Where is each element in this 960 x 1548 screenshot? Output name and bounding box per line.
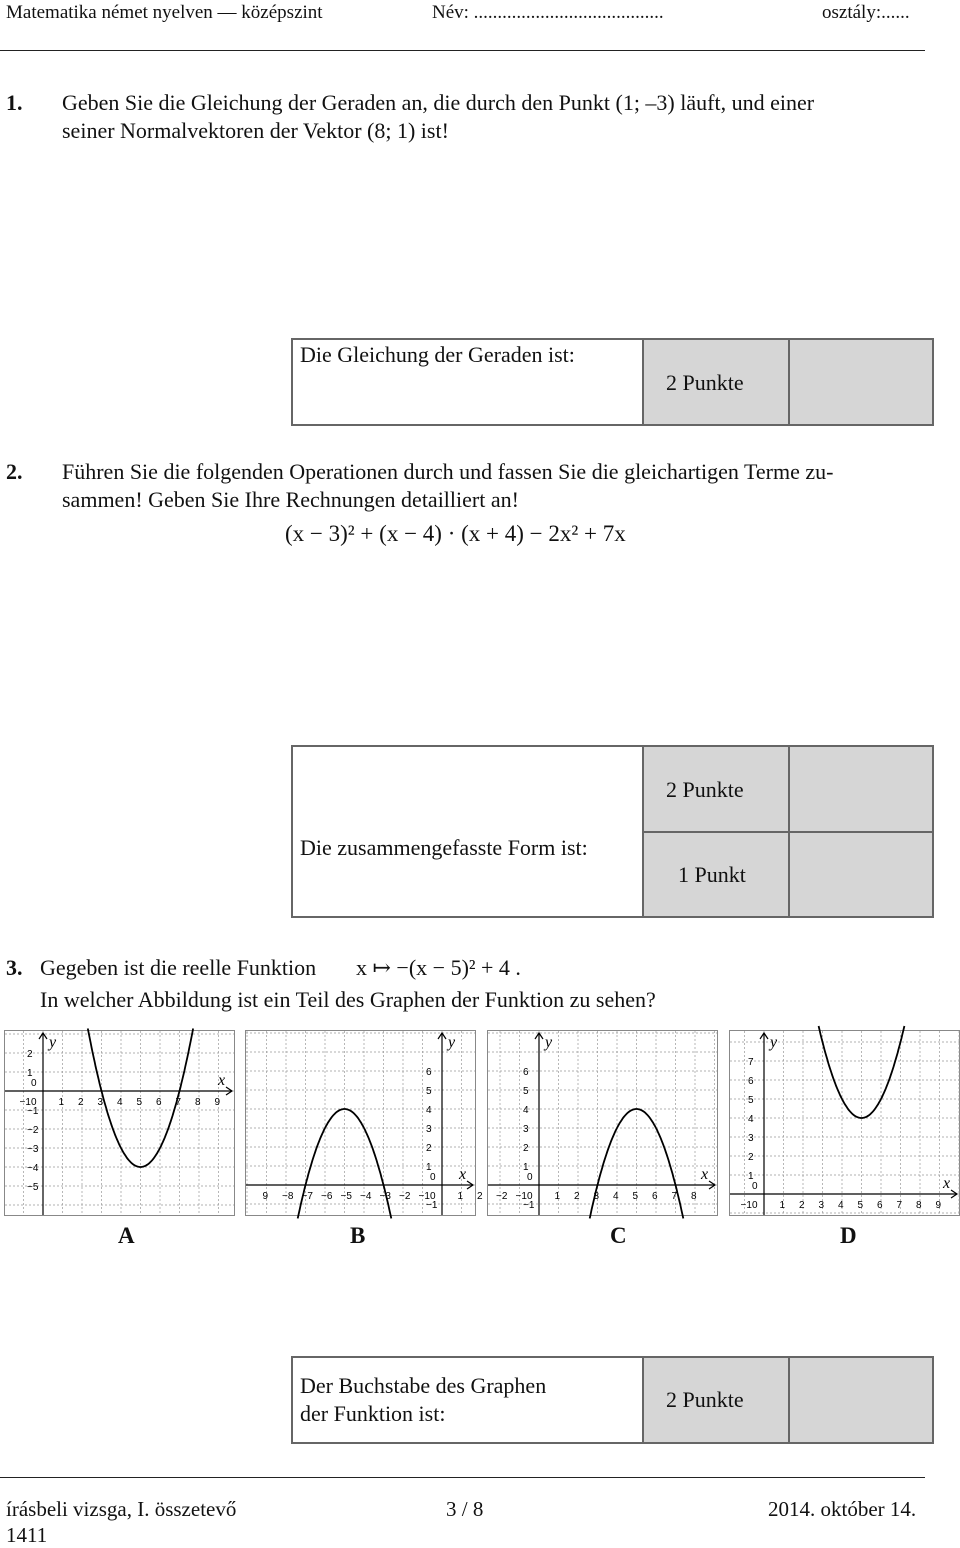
x-tick-label: −8 xyxy=(282,1191,294,1202)
graph-letter-d: D xyxy=(840,1223,857,1248)
task2-number: 2. xyxy=(6,459,23,484)
x-tick-label: −2 xyxy=(399,1191,411,1202)
y-tick-label: 5 xyxy=(748,1095,754,1106)
graph-d-svg xyxy=(730,1031,959,1215)
x-tick-label: 3 xyxy=(593,1191,600,1202)
header-rule xyxy=(0,50,925,51)
task3-answer-label-line1: Der Buchstabe des Graphen xyxy=(300,1373,547,1398)
y-axis-label: y xyxy=(770,1034,778,1051)
task2-answer-label: Die zusammengefasste Form ist: xyxy=(300,835,588,860)
x-tick-label: −7 xyxy=(301,1191,313,1202)
y-tick-label: 1 xyxy=(27,1068,33,1079)
y-tick-label: −2 xyxy=(27,1125,39,1136)
graph-a-svg xyxy=(5,1031,234,1215)
x-tick-label: 7 xyxy=(175,1097,182,1108)
y-tick-label: 6 xyxy=(426,1067,432,1078)
graph-b-svg xyxy=(246,1031,483,1215)
x-tick-label: 3 xyxy=(818,1200,825,1211)
x-tick-label: 6 xyxy=(652,1191,658,1202)
y-tick-label: 4 xyxy=(426,1105,432,1116)
x-tick-label: 5 xyxy=(136,1097,143,1108)
x-tick-label: 2 xyxy=(799,1200,805,1211)
header-name-field: Név: ........................................ xyxy=(432,2,664,23)
y-tick-label: 2 xyxy=(426,1143,432,1154)
x-tick-label: 4 xyxy=(117,1097,123,1108)
x-tick-label: 9 xyxy=(262,1191,269,1202)
y-tick-label: −3 xyxy=(27,1144,39,1155)
task2-points-a: 2 Punkte xyxy=(666,777,744,802)
y-tick-label: 0 xyxy=(31,1078,37,1089)
task2-score-cell-b[interactable] xyxy=(788,831,934,918)
y-tick-label: −1 xyxy=(426,1200,438,1211)
y-tick-label: 2 xyxy=(748,1152,754,1163)
x-tick-label: 1 xyxy=(58,1097,65,1108)
y-tick-label: 0 xyxy=(527,1172,533,1183)
graph-letter-a: A xyxy=(118,1223,135,1248)
x-tick-label: 0 xyxy=(752,1200,758,1211)
y-tick-label: −4 xyxy=(27,1163,39,1174)
graph-a[interactable] xyxy=(4,1030,235,1216)
y-tick-label: 3 xyxy=(523,1124,529,1135)
x-axis-label: x xyxy=(218,1072,226,1089)
task3-text-line2: In welcher Abbildung ist ein Teil des Graphen der Funktion zu sehen? xyxy=(40,987,656,1012)
x-tick-label: 8 xyxy=(916,1200,922,1211)
graph-c[interactable] xyxy=(487,1030,718,1216)
footer-left: írásbeli vizsga, I. összetevő xyxy=(6,1497,237,1521)
task1-text-line1: Geben Sie die Gleichung der Geraden an, die durch den Punkt (1; –3) läuft, und einer xyxy=(62,90,815,115)
x-tick-label: 1 xyxy=(779,1200,786,1211)
task1-text-line2: seiner Normalvektoren der Vektor (8; 1) ist! xyxy=(62,118,449,143)
x-tick-label: 5 xyxy=(857,1200,864,1211)
x-tick-label: 7 xyxy=(671,1191,678,1202)
y-axis-label: y xyxy=(448,1034,456,1051)
x-tick-label: 0 xyxy=(527,1191,533,1202)
task2-score-cell-a[interactable] xyxy=(788,745,934,833)
task3-answer-label-line2: der Funktion ist: xyxy=(300,1401,446,1426)
x-tick-label: 2 xyxy=(477,1191,483,1202)
x-tick-label: 2 xyxy=(574,1191,580,1202)
footer-date: 2014. október 14. xyxy=(768,1497,917,1521)
x-tick-label: 2 xyxy=(78,1097,84,1108)
x-tick-label: 5 xyxy=(632,1191,639,1202)
x-tick-label: 6 xyxy=(877,1200,883,1211)
x-tick-label: 8 xyxy=(691,1191,697,1202)
header-class-field: osztály:...... xyxy=(822,2,910,23)
task1-answer-label: Die Gleichung der Geraden ist: xyxy=(300,342,575,367)
x-tick-label: 6 xyxy=(156,1097,162,1108)
x-tick-label: 9 xyxy=(935,1200,942,1211)
y-tick-label: 1 xyxy=(748,1171,754,1182)
header-subject: Matematika német nyelven — középszint xyxy=(6,2,323,23)
y-tick-label: −5 xyxy=(27,1182,39,1193)
x-tick-label: −2 xyxy=(496,1191,508,1202)
x-tick-label: 8 xyxy=(195,1097,201,1108)
x-tick-label: −1 xyxy=(515,1191,527,1202)
task3-text-line1: Gegeben ist die reelle Funktion xyxy=(40,955,317,980)
x-tick-label: 9 xyxy=(214,1097,221,1108)
footer-code: 1411 xyxy=(6,1523,48,1547)
graph-d[interactable] xyxy=(729,1030,960,1216)
graph-c-svg xyxy=(488,1031,717,1215)
y-tick-label: −1 xyxy=(27,1106,39,1117)
x-axis-label: x xyxy=(943,1175,951,1192)
y-tick-label: 1 xyxy=(523,1162,529,1173)
x-tick-label: 7 xyxy=(896,1200,903,1211)
task2-text-line1: Führen Sie die folgenden Operationen durch und fassen Sie die gleichartigen Terme zu- xyxy=(62,459,834,484)
y-tick-label: 7 xyxy=(748,1057,754,1068)
x-tick-label: −1 xyxy=(19,1097,31,1108)
x-tick-label: −4 xyxy=(360,1191,372,1202)
x-tick-label: 0 xyxy=(430,1191,436,1202)
x-tick-label: 4 xyxy=(613,1191,619,1202)
y-tick-label: 1 xyxy=(426,1162,432,1173)
x-tick-label: −6 xyxy=(321,1191,333,1202)
x-tick-label: −1 xyxy=(740,1200,752,1211)
y-tick-label: 4 xyxy=(748,1114,754,1125)
x-tick-label: 1 xyxy=(554,1191,561,1202)
y-tick-label: −1 xyxy=(523,1200,535,1211)
x-tick-label: −3 xyxy=(379,1191,391,1202)
task3-points: 2 Punkte xyxy=(666,1387,744,1412)
y-tick-label: 4 xyxy=(523,1105,529,1116)
y-tick-label: 2 xyxy=(27,1049,33,1060)
y-tick-label: 5 xyxy=(426,1086,432,1097)
y-axis-label: y xyxy=(545,1034,553,1051)
x-axis-label: x xyxy=(701,1166,709,1183)
task3-function: x ↦ −(x − 5)² + 4 . xyxy=(356,955,521,980)
y-tick-label: 0 xyxy=(752,1181,758,1192)
y-tick-label: 0 xyxy=(430,1172,436,1183)
footer-rule xyxy=(0,1477,925,1478)
x-tick-label: 1 xyxy=(457,1191,464,1202)
y-tick-label: 6 xyxy=(523,1067,529,1078)
x-tick-label: 4 xyxy=(838,1200,844,1211)
task3-number: 3. xyxy=(6,955,23,980)
y-axis-label: y xyxy=(49,1034,57,1051)
task3-score-cell[interactable] xyxy=(788,1356,934,1444)
task2-expression: (x − 3)² + (x − 4) · (x + 4) − 2x² + 7x xyxy=(285,521,626,546)
x-tick-label: 3 xyxy=(97,1097,104,1108)
task1-score-cell[interactable] xyxy=(788,338,934,426)
task1-points: 2 Punkte xyxy=(666,370,744,395)
task2-points-b: 1 Punkt xyxy=(678,862,746,887)
y-tick-label: 3 xyxy=(426,1124,432,1135)
task1-number: 1. xyxy=(6,90,23,115)
y-tick-label: 3 xyxy=(748,1133,754,1144)
x-tick-label: 0 xyxy=(31,1097,37,1108)
y-tick-label: 6 xyxy=(748,1076,754,1087)
footer-page: 3 / 8 xyxy=(446,1497,484,1521)
x-tick-label: −5 xyxy=(340,1191,352,1202)
x-axis-label: x xyxy=(459,1166,467,1183)
graph-letter-c: C xyxy=(610,1223,627,1248)
graph-b[interactable] xyxy=(245,1030,483,1216)
y-tick-label: 2 xyxy=(523,1143,529,1154)
x-tick-label: −1 xyxy=(418,1191,430,1202)
y-tick-label: 5 xyxy=(523,1086,529,1097)
graph-letter-b: B xyxy=(350,1223,366,1248)
task2-text-line2: sammen! Geben Sie Ihre Rechnungen detailliert an! xyxy=(62,487,519,512)
